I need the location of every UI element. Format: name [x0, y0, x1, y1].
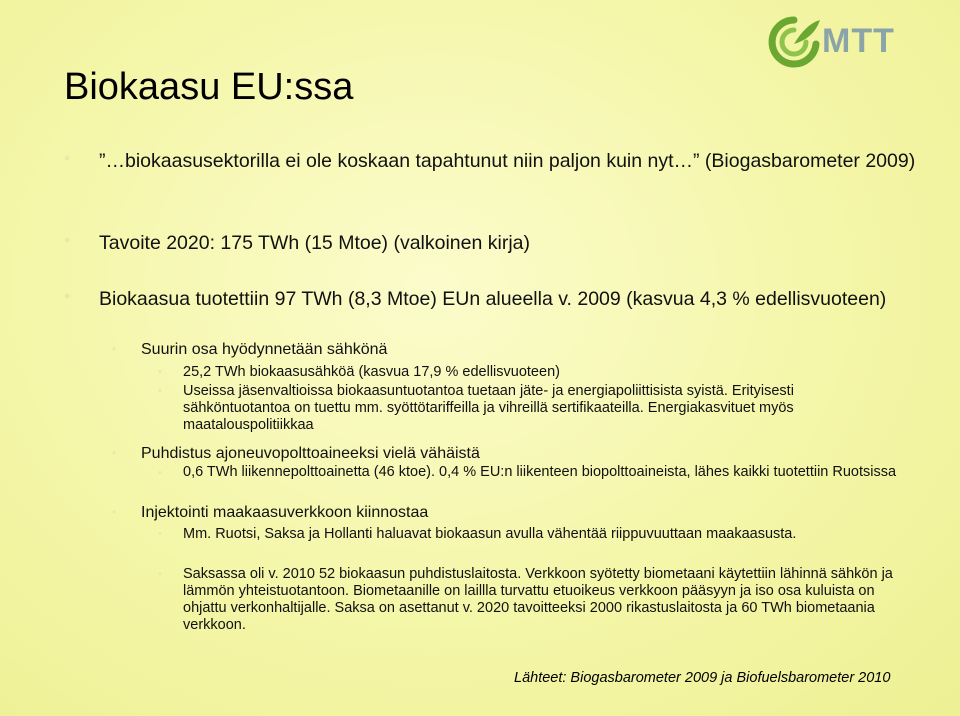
bullet-dot: • — [158, 568, 162, 580]
bullet-dot: • — [112, 446, 117, 460]
logo-text: MTT — [822, 22, 895, 60]
bullet-item: Suurin osa hyödynnetään sähkönä — [141, 341, 388, 358]
bullet-dot: • — [64, 230, 71, 250]
bullet-dot: • — [158, 366, 162, 378]
bullet-dot: • — [158, 385, 162, 397]
bullet-item: Biokaasua tuotettiin 97 TWh (8,3 Mtoe) EUn alueella v. 2009 (kasvua 4,3 % edellisvuoteen) — [99, 288, 887, 310]
bullet-item: 25,2 TWh biokaasusähköä (kasvua 17,9 % edellisvuoteen) — [183, 364, 560, 380]
mtt-logo — [764, 14, 924, 70]
slide-title: Biokaasu EU:ssa — [64, 66, 354, 108]
bullet-item: 0,6 TWh liikennepolttoainetta (46 ktoe). 0,4 % EU:n liikenteen biopolttoaineista, lähes kaikki tuotettiin Ruotsissa — [183, 464, 897, 480]
bullet-item: Tavoite 2020: 175 TWh (15 Mtoe) (valkoinen kirja) — [99, 232, 531, 254]
sources-note: Lähteet: Biogasbarometer 2009 ja Biofuelsbarometer 2010 — [514, 670, 891, 686]
bullet-item: Useissa jäsenvaltioissa biokaasuntuotantoa tuetaan jäte- ja energiapoliittisista syistä. Erityisesti sähköntuotantoa on tuettu mm. syöttötariffeilla ja vihreillä sertifikaateilla. Energiakasvituet myös maatalouspolitiikkaa — [183, 383, 794, 433]
bullet-dot: • — [64, 286, 71, 306]
bullet-item: Puhdistus ajoneuvopolttoaineeksi vielä vähäistä — [141, 445, 480, 462]
bullet-dot: • — [158, 467, 162, 479]
bullet-dot: • — [158, 528, 162, 540]
bullet-item: ”…biokaasusektorilla ei ole koskaan tapahtunut niin paljon kuin nyt…” (Biogasbarometer 2009) — [99, 150, 916, 172]
bullet-item: Saksassa oli v. 2010 52 biokaasun puhdistuslaitosta. Verkkoon syötetty biometaani käytettiin lähinnä sähkön ja lämmön yhteistuotantoon. Biometaanille on laillla turvattu etuoikeus verkkoon pääsyyn ja iso osa kuluista on ohjattu verkonhaltijalle. Saksa on asettanut v. 2020 tavoitteeksi 2000 rikastuslaitosta ja 60 TWh biometaania verkkoon. — [183, 566, 893, 633]
leaf-swirl-icon — [764, 14, 824, 70]
bullet-dot: • — [112, 342, 117, 356]
bullet-item: Injektointi maakaasuverkkoon kiinnostaa — [141, 504, 429, 521]
bullet-item: Mm. Ruotsi, Saksa ja Hollanti haluavat biokaasun avulla vähentää riippuvuuttaan maakaasusta. — [183, 526, 797, 542]
bullet-dot: • — [112, 505, 117, 519]
bullet-dot: • — [64, 148, 71, 168]
